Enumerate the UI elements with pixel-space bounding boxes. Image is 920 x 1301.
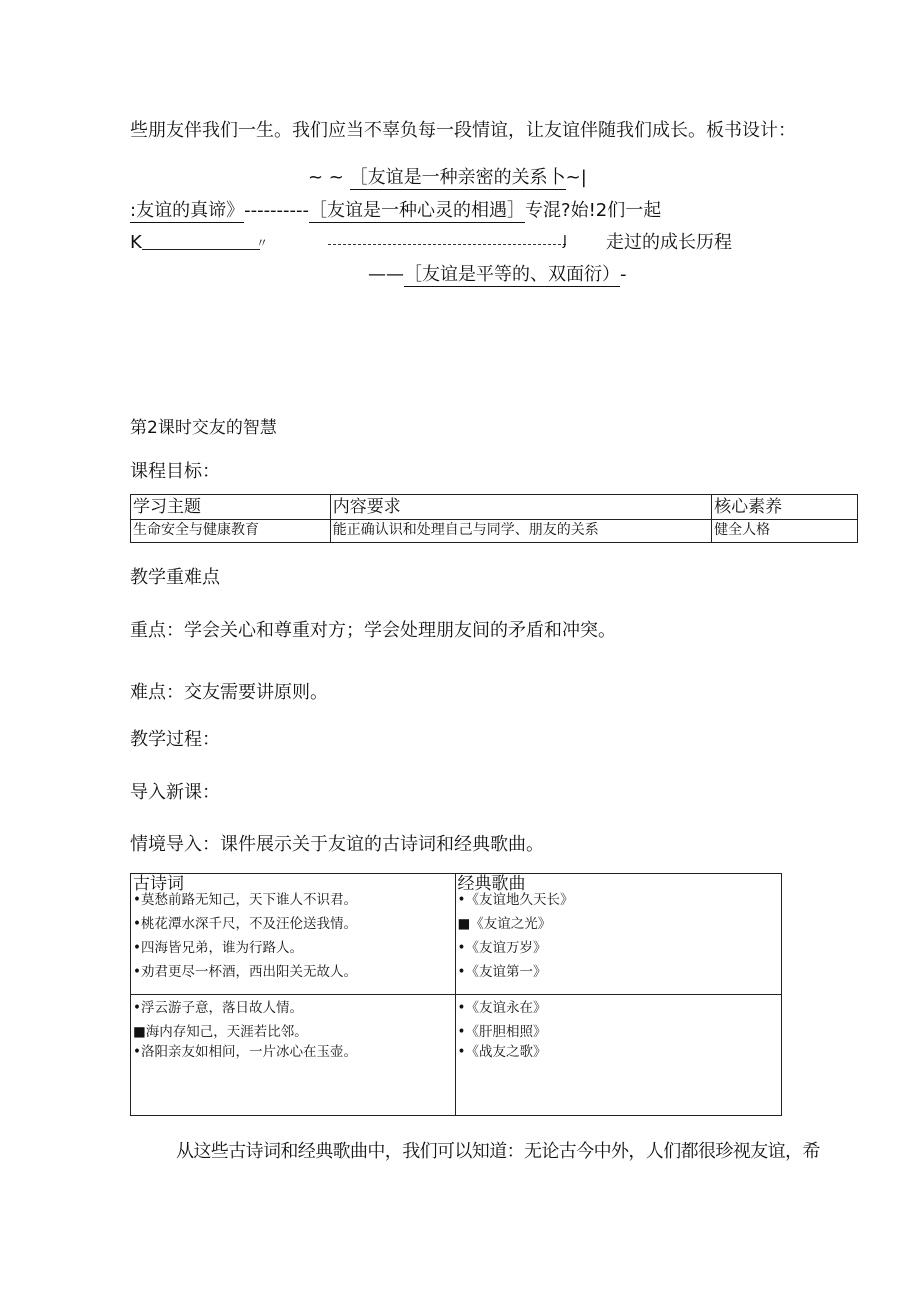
goals-table-header [131, 495, 858, 520]
songs-column-title: 经典歌曲 [457, 874, 526, 894]
import-heading: 导入新课： [130, 782, 220, 803]
list-item: •《战友之歌》 [457, 1044, 547, 1060]
goals-header-cell: 核心素养 [712, 495, 858, 520]
list-item: •莫愁前路无知己，天下谁人不识君。 [133, 892, 357, 908]
list-item: •《友谊永在》 [457, 1000, 547, 1016]
board-line-3-k: K [130, 232, 142, 253]
poems-bottom-cell [131, 995, 456, 1116]
list-item: •洛阳亲友如相问，一片冰心在玉壶。 [133, 1044, 357, 1060]
board-line-2-right: 专混?始!2们一起 [525, 200, 662, 221]
list-item: ■《友谊之光》 [457, 916, 552, 932]
list-item: •四海皆兄弟，谁为行路人。 [133, 940, 303, 956]
board-line-3-slash: 〃 [256, 236, 269, 250]
table-row [131, 995, 782, 1116]
key-heading: 教学重难点 [130, 567, 220, 588]
board-line-4 [368, 264, 627, 286]
goals-table [130, 494, 858, 543]
situation-text: 情境导入：课件展示关于友谊的古诗词和经典歌曲。 [130, 834, 544, 855]
list-item: •《友谊万岁》 [457, 940, 547, 956]
board-bracket-3: ［友谊是平等的、双面衍） [404, 264, 620, 285]
closing-paragraph: 从这些古诗词和经典歌曲中，我们可以知道：无论古今中外，人们都很珍视友谊，希 [176, 1141, 820, 1162]
poems-top-cell [131, 874, 456, 995]
board-line-4-suffix: - [620, 264, 627, 285]
songs-top-cell [455, 874, 782, 995]
poems-column-title: 古诗词 [133, 874, 184, 894]
difficult-point: 难点：交友需要讲原则。 [130, 682, 328, 703]
goals-header-cell: 学习主题 [131, 495, 331, 520]
board-line-4-prefix: —— [368, 264, 404, 285]
board-line-2 [130, 200, 661, 222]
table-row [131, 520, 858, 543]
process-heading: 教学过程： [130, 729, 220, 750]
table-row [131, 874, 782, 995]
goals-cell: 生命安全与健康教育 [131, 520, 331, 543]
intro-line: 些朋友伴我们一生。我们应当不辜负每一段情谊，让友谊伴随我们成长。板书设计： [130, 120, 796, 141]
goals-header-cell: 内容要求 [330, 495, 711, 520]
lesson-title: 第2课时交友的智慧 [130, 418, 277, 438]
board-bracket-1: ［友谊是一种亲密的关系卜 [349, 167, 566, 188]
board-line-3-right: 走过的成长历程 [606, 232, 732, 253]
list-item: •浮云游子意，落日故人情。 [133, 1000, 303, 1016]
list-item: ■海内存知己，天涯若比邻。 [133, 1024, 308, 1040]
goals-heading: 课程目标： [130, 461, 220, 482]
board-line-1-prefix: ~ ~ [308, 167, 350, 188]
key-point: 重点：学会关心和尊重对方；学会处理朋友间的矛盾和冲突。 [130, 620, 616, 641]
board-center-label: :友谊的真谛》 [130, 200, 245, 221]
songs-bottom-cell [455, 995, 782, 1116]
board-line-1-suffix: ~| [565, 167, 587, 188]
poems-songs-table [130, 873, 782, 1116]
board-bracket-2: ［友谊是一种心灵的相遇］ [309, 200, 526, 221]
board-line-1 [308, 167, 587, 189]
goals-cell: 健全人格 [712, 520, 858, 543]
board-line-3-underline [142, 249, 260, 250]
board-line-3-dashes [328, 244, 566, 245]
list-item: •《友谊第一》 [457, 964, 547, 980]
list-item: •劝君更尽一杯酒，西出阳关无故人。 [133, 964, 357, 980]
list-item: •《友谊地久天长》 [457, 892, 574, 908]
board-line-3-j: J [563, 234, 567, 249]
board-connector: ---------- [244, 200, 310, 221]
list-item: •《肝胆相照》 [457, 1024, 547, 1040]
goals-cell: 能正确认识和处理自己与同学、朋友的关系 [330, 520, 711, 543]
list-item: •桃花潭水深千尺，不及汪伦送我情。 [133, 916, 357, 932]
